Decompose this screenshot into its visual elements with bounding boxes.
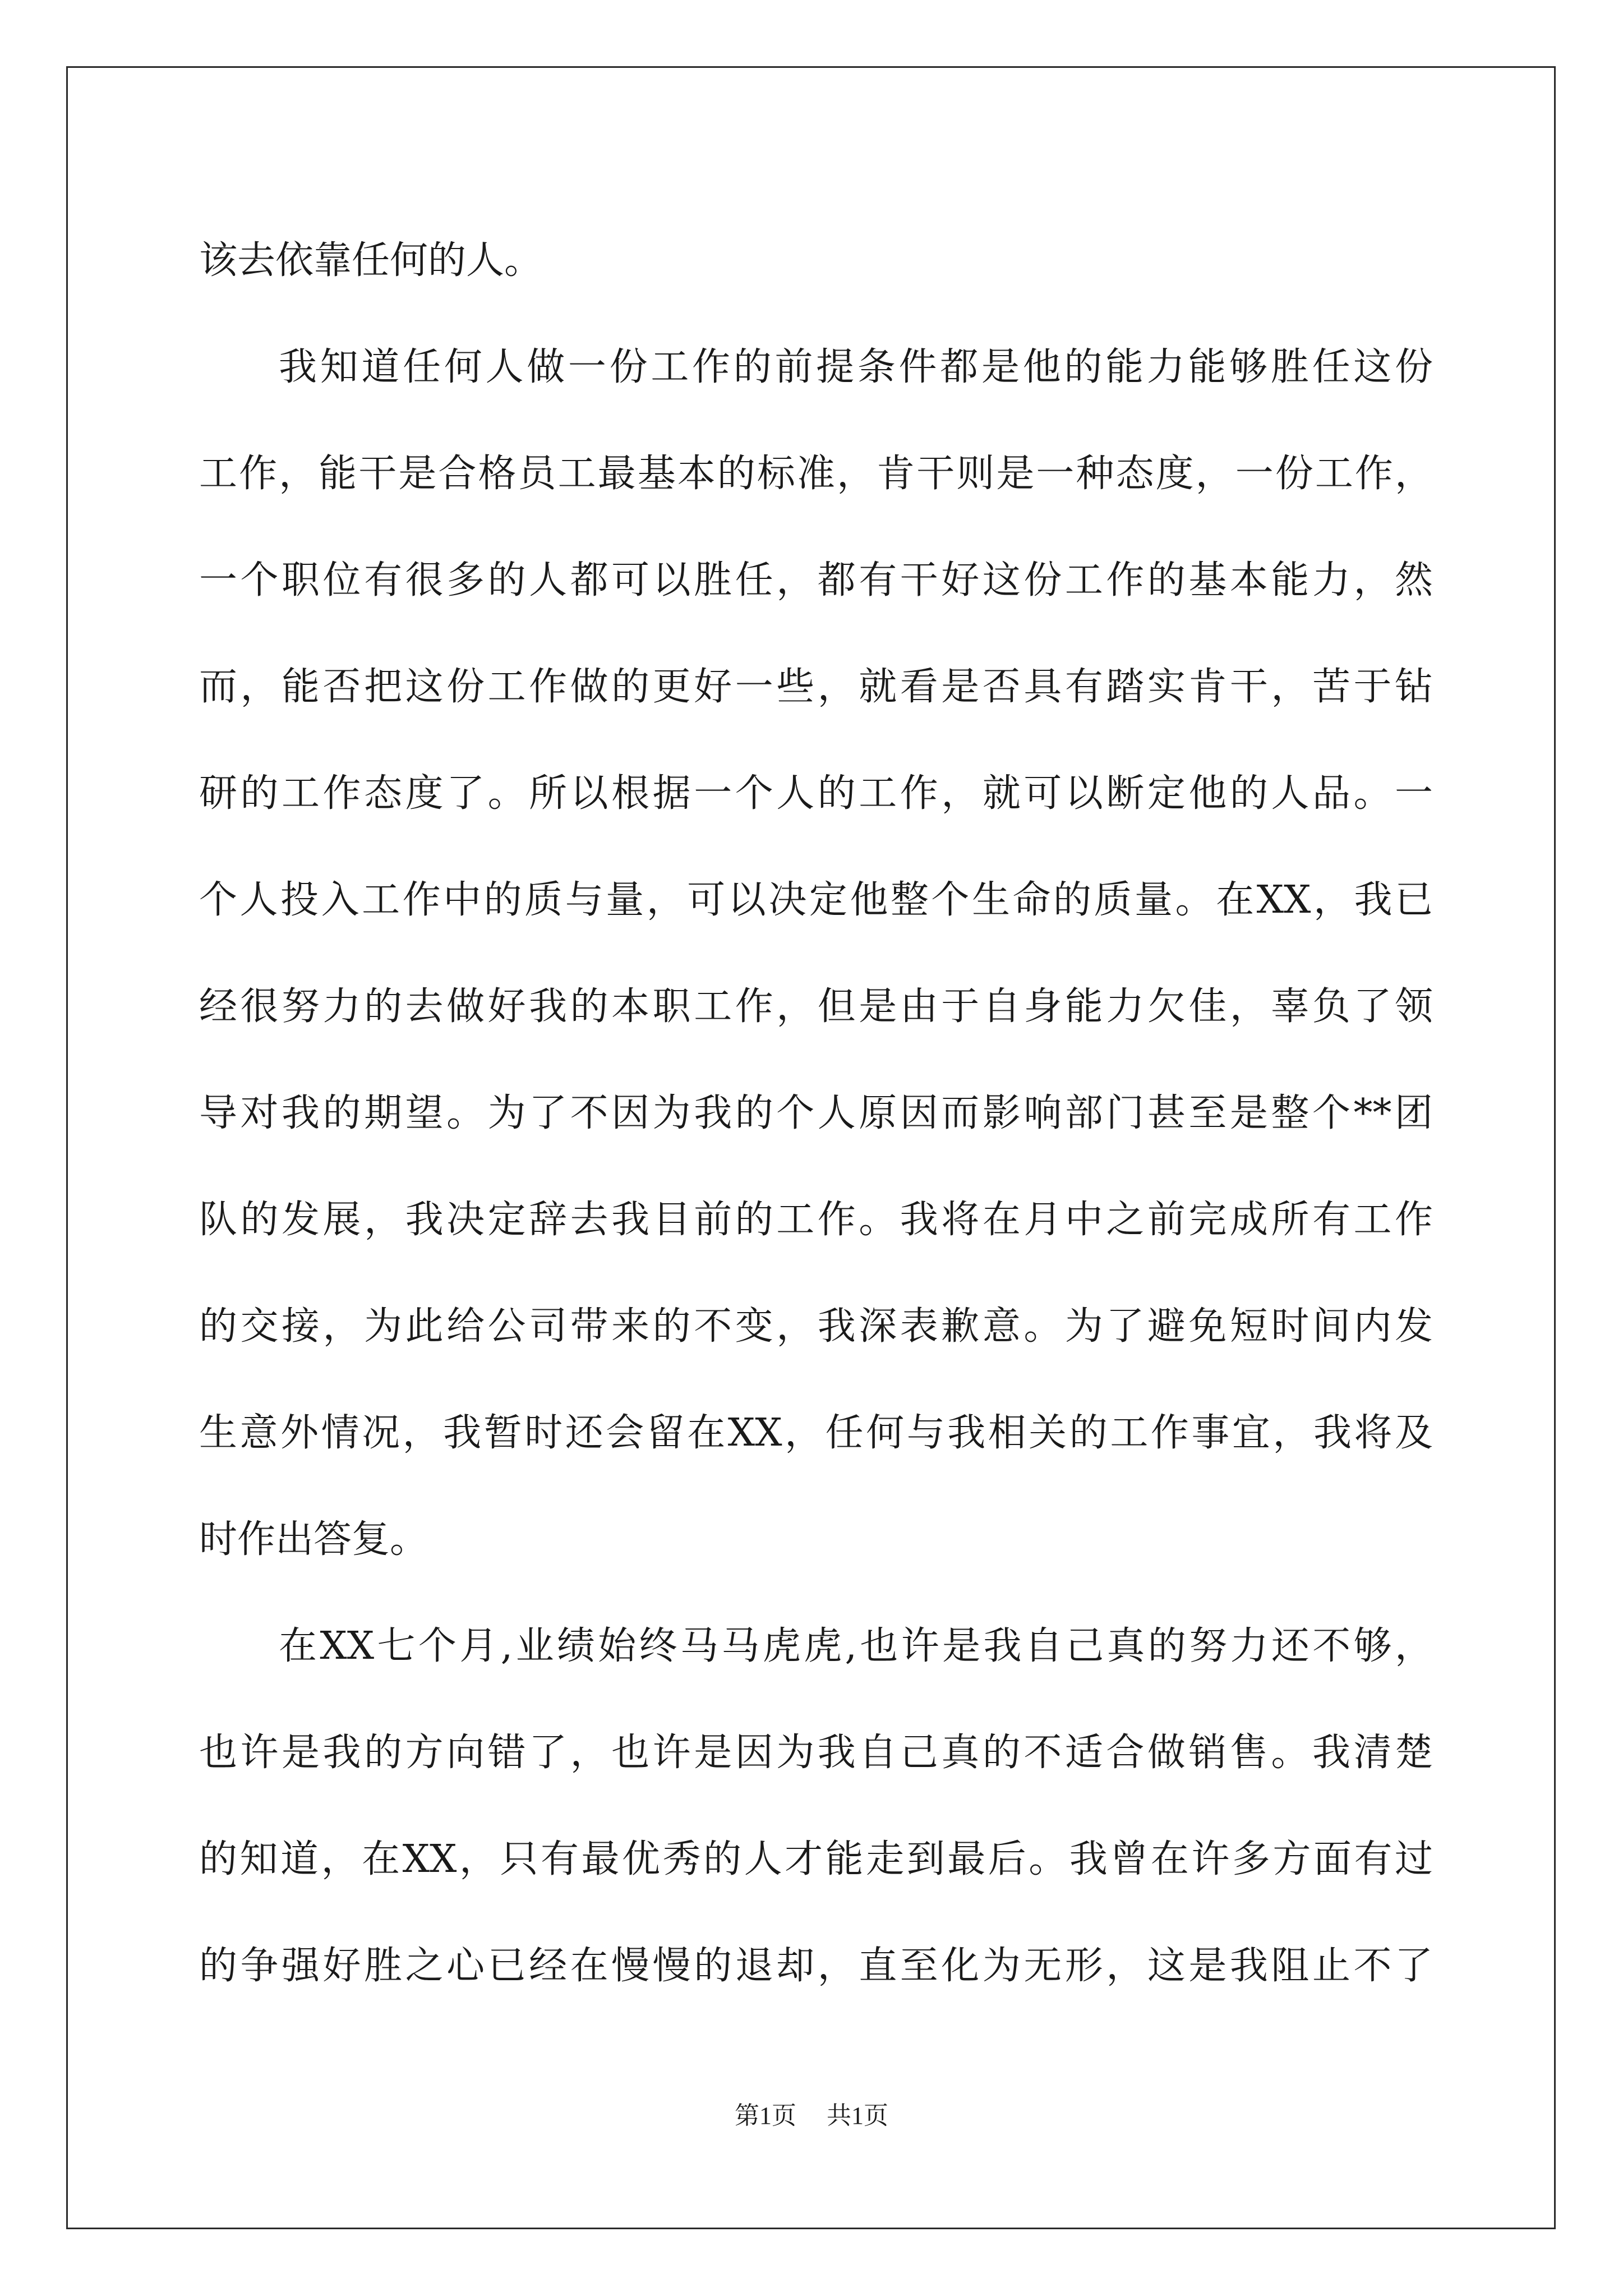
text-line-9: 导对我的期望。为了不因为我的个人原因而影响部门甚至是整个**团	[199, 1091, 1433, 1135]
text-line-5: 而，能否把这份工作做的更好一些，就看是否具有踏实肯干，苦于钻	[199, 665, 1433, 709]
page-footer	[0, 2095, 1623, 2131]
text-line-11: 的交接，为此给公司带来的不变，我深表歉意。为了避免短时间内发	[199, 1304, 1433, 1349]
page-number: 第1页	[735, 2102, 796, 2129]
text-line-15: 也许是我的方向错了，也许是因为我自己真的不适合做销售。我清楚	[199, 1731, 1433, 1775]
text-line-17: 的争强好胜之心已经在慢慢的退却，直至化为无形，这是我阻止不了	[199, 1944, 1433, 1988]
text-line-16: 的知道，在XX，只有最优秀的人才能走到最后。我曾在许多方面有过	[199, 1837, 1433, 1881]
text-line-6: 研的工作态度了。所以根据一个人的工作，就可以断定他的人品。一	[199, 771, 1433, 816]
text-line-14: 在XX七个月,业绩始终马马虎虎,也许是我自己真的努力还不够，	[279, 1624, 1433, 1668]
document-body	[199, 208, 1433, 2019]
text-line-10: 队的发展，我决定辞去我目前的工作。我将在月中之前完成所有工作	[199, 1198, 1433, 1242]
text-line-2: 我知道任何人做一份工作的前提条件都是他的能力能够胜任这份	[279, 345, 1433, 389]
text-line-1: 该去依靠任何的人。	[199, 238, 543, 283]
text-line-4: 一个职位有很多的人都可以胜任，都有干好这份工作的基本能力，然	[199, 558, 1433, 602]
text-line-3: 工作，能干是合格员工最基本的标准，肯干则是一种态度，一份工作，	[199, 452, 1433, 496]
text-line-12: 生意外情况，我暂时还会留在XX，任何与我相关的工作事宜，我将及	[199, 1411, 1433, 1455]
text-line-8: 经很努力的去做好我的本职工作，但是由于自身能力欠佳，辜负了领	[199, 984, 1433, 1029]
text-line-13: 时作出答复。	[199, 1517, 428, 1562]
page-total: 共1页	[827, 2102, 888, 2129]
text-line-7: 个人投入工作中的质与量，可以决定他整个生命的质量。在XX，我已	[199, 878, 1433, 922]
